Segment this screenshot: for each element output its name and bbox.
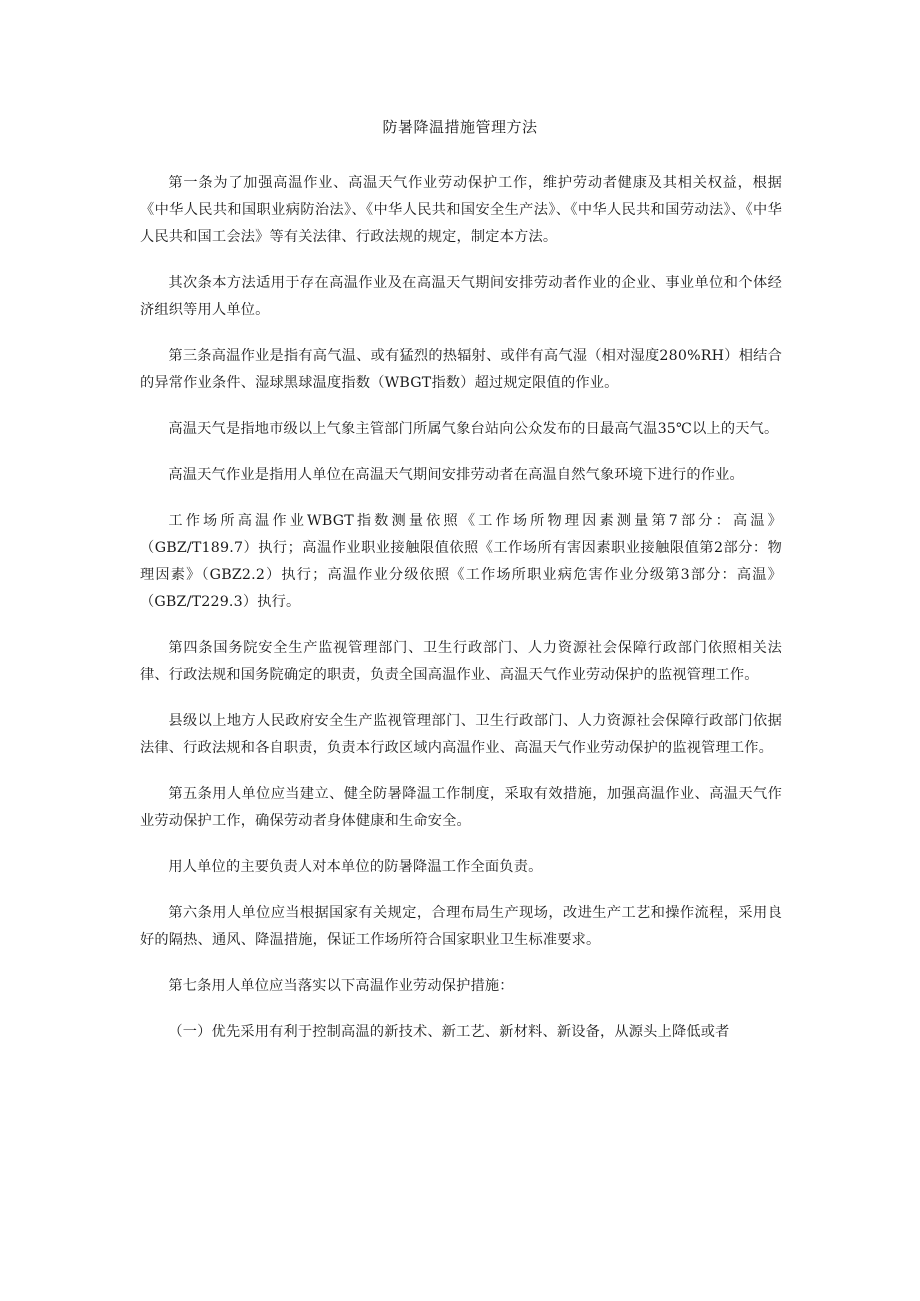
paragraph-wbgt-standards: 工作场所高温作业WBGT指数测量依照《工作场所物理因素测量第7部分：高温》（GBZ/T189.7）执行；高温作业职业接触限值依照《工作场所有害因素职业接触限值第2部分：物理因素》（GBZ2.2）执行；高温作业分级依照《工作场所职业病危害作业分级第3部分：高温》（GBZ/T229.3）执行。 <box>140 513 782 610</box>
paragraph-article-1: 第一条为了加强高温作业、高温天气作业劳动保护工作，维护劳动者健康及其相关权益，根据《中华人民共和国职业病防治法》、《中华人民共和国安全生产法》、《中华人民共和国劳动法》、《中华人民共和国工会法》等有关法律、行政法规的规定，制定本方法。 <box>140 175 782 245</box>
paragraph-article-4: 第四条国务院安全生产监视管理部门、卫生行政部门、人力资源社会保障行政部门依照相关法律、行政法规和国务院确定的职责，负责全国高温作业、高温天气作业劳动保护的监视管理工作。 <box>140 640 782 683</box>
paragraph-article-2: 其次条本方法适用于存在高温作业及在高温天气期间安排劳动者作业的企业、事业单位和个体经济组织等用人单位。 <box>140 275 782 318</box>
paragraph-responsibility: 用人单位的主要负责人对本单位的防暑降温工作全面负责。 <box>168 859 543 875</box>
paragraph-article-3: 第三条高温作业是指有高气温、或有猛烈的热辐射、或伴有高气湿（相对湿度280%RH）相结合的异常作业条件、湿球黑球温度指数（WBGT指数）超过规定限值的作业。 <box>140 348 782 391</box>
paragraph-item-1: （一）优先采用有利于控制高温的新技术、新工艺、新材料、新设备，从源头上降低或者 <box>168 1024 730 1040</box>
paragraph-local-government: 县级以上地方人民政府安全生产监视管理部门、卫生行政部门、人力资源社会保障行政部门依据法律、行政法规和各自职责，负责本行政区域内高温作业、高温天气作业劳动保护的监视管理工作。 <box>140 713 782 756</box>
paragraph-article-7: 第七条用人单位应当落实以下高温作业劳动保护措施： <box>168 978 514 994</box>
paragraph-article-5: 第五条用人单位应当建立、健全防暑降温工作制度，采取有效措施，加强高温作业、高温天气作业劳动保护工作，确保劳动者身体健康和生命安全。 <box>140 786 782 829</box>
document-body <box>140 170 782 1065</box>
paragraph-high-temp-weather-work: 高温天气作业是指用人单位在高温天气期间安排劳动者在高温自然气象环境下进行的作业。 <box>168 467 744 483</box>
document-title: 防暑降温措施管理方法 <box>382 118 538 136</box>
paragraph-high-temp-weather: 高温天气是指地市级以上气象主管部门所属气象台站向公众发布的日最高气温35℃以上的天气。 <box>168 421 779 437</box>
paragraph-article-6: 第六条用人单位应当根据国家有关规定，合理布局生产现场，改进生产工艺和操作流程，采用良好的隔热、通风、降温措施，保证工作场所符合国家职业卫生标准要求。 <box>140 905 782 948</box>
